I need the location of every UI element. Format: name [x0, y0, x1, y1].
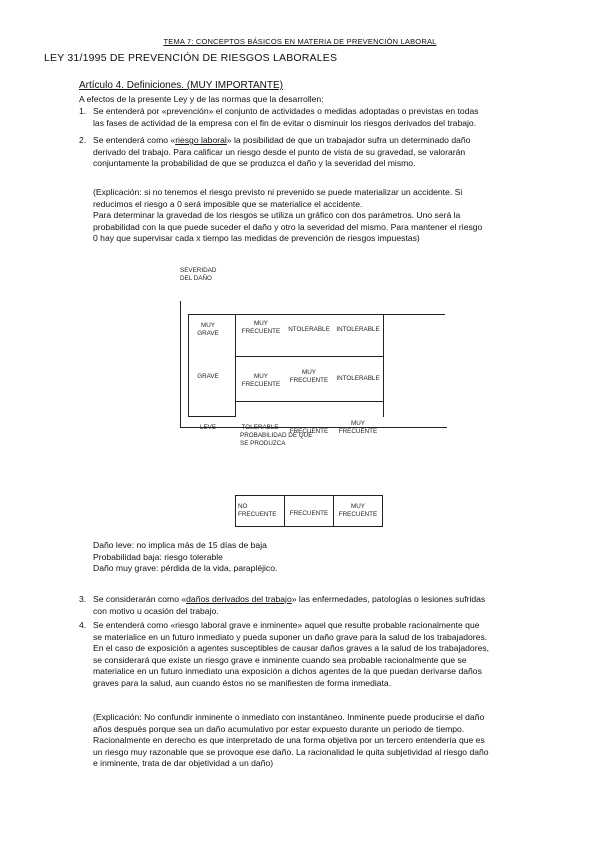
cell-r2c2: MUY FRECUENTE [289, 369, 329, 384]
item-2-line: conjuntamente la probabilidad de que se produzca el daño y la severidad del mismo. [93, 158, 416, 169]
x-axis-label: PROBABILIDAD DE QUE SE PRODUZCA [240, 432, 313, 447]
explanation-line: 0 hay que supervisar cada x tiempo las medidas de prevención de riesgos impuestas) [93, 233, 420, 244]
explanation-2 [93, 712, 489, 770]
explanation-line: Para determinar la gravedad de los riesgos se utiliza un gráfico con dos parámetros. Uno será la [93, 210, 461, 221]
explanation-line: (Explicación: No confundir inminente o inmediato con instantáneo. Inminente puede producirse el daño [93, 712, 485, 722]
item-4-line: se considerará que existe un riesgo grave e inminente cuando sea probable racionalmente que se [93, 654, 467, 665]
item-2-number: 2. [79, 135, 87, 145]
item-2-line: derivado del trabajo. Para calificar un riesgo desde el punto de vista de su gravedad, se valorarán [93, 146, 466, 157]
notes [93, 540, 277, 575]
cell-r2c1: MUY FRECUENTE [241, 373, 281, 388]
article-heading: Artículo 4. Definiciones. (MUY IMPORTANTE) [79, 80, 283, 91]
term-danos-derivados: daños derivados del trabajo [186, 594, 292, 604]
grid-line [235, 314, 445, 315]
item-4-line: graves para la salud, aun cuando éstos no se manifiesten de forma inmediata. [93, 677, 392, 688]
explanation-line: e inminente, trata de dar objetividad a un daño) [93, 758, 274, 769]
prob-box-line [235, 495, 236, 527]
explanation-line: años después porque sea un daño acumulativo por estar expuesto durante un periodo de tiempo. [93, 723, 465, 734]
explanation-1 [93, 187, 482, 245]
item-1-line: las fases de actividad de la empresa con el fin de evitar o disminuir los riesgos derivados del trabajo. [93, 117, 477, 128]
severity-box-line [188, 416, 236, 417]
cell-r1c2: NTOLERABLE [288, 326, 330, 333]
item-4-line: Se entenderá como «riesgo laboral grave e inminente» aquel que resulte probable racionalmente que [93, 620, 480, 630]
term-riesgo-laboral: riesgo laboral [175, 135, 227, 145]
explanation-line: (Explicación: si no tenemos el riesgo previsto ni prevenido se puede materializar un accidente. Si [93, 187, 463, 197]
item-1-line: Se entenderá por «prevención» el conjunto de actividades o medidas adoptadas o previstas en todas [93, 106, 479, 116]
document-title: TEMA 7: CONCEPTOS BÁSICOS EN MATERIA DE PREVENCIÓN LABORAL [163, 37, 437, 46]
item-3-number: 3. [79, 594, 87, 604]
cell-r2c3: INTOLERABLE [336, 375, 380, 382]
note-line: Daño muy grave: pérdida de la vida, parapléjico. [93, 563, 278, 574]
prob-no-frecuente: NO FRECUENTE [238, 503, 277, 518]
item-4-line: se materialice en un futuro inmediato y pueda suponer un daño grave para la salud de los trabajadores. [93, 631, 488, 642]
y-axis-label: SEVERIDAD DEL DAÑO [180, 267, 217, 282]
grid-line [235, 401, 383, 402]
explanation-line: Racionalmente en derecho es que interpretado de una forma objetiva por un tercero entendería que es [93, 735, 485, 746]
note-line: Daño leve: no implica más de 15 días de baja [93, 540, 267, 550]
prob-frecuente: FRECUENTE [289, 510, 329, 517]
prob-muy-frecuente: MUY FRECUENTE [338, 503, 378, 518]
explanation-line: probabilidad con la que puede suceder el daño y otro la severidad del mismo. Para mantener el riesgo [93, 221, 483, 232]
grid-line [235, 356, 383, 357]
prob-box-line [235, 526, 383, 527]
item-1-text [93, 106, 479, 129]
cell-r1c3: INTOLERABLE [336, 326, 380, 333]
explanation-line: reducimos el riesgo a 0 será imposible que se materialice el accidente. [93, 198, 363, 209]
item-4-text [93, 620, 489, 690]
item-4-line: En el caso de exposición a agentes susceptibles de causar daños graves a la salud de los trabajadores, [93, 643, 490, 654]
item-3-text [93, 594, 485, 617]
cell-r3c3: MUY FRECUENTE [338, 420, 378, 435]
severity-leve: LEVE [199, 424, 217, 431]
item-4-number: 4. [79, 620, 87, 630]
severity-muy-grave: MUY GRAVE [197, 322, 219, 337]
grid-line [383, 314, 384, 417]
note-line: Probabilidad baja: riesgo tolerable [93, 551, 223, 562]
y-axis-line [180, 301, 181, 428]
law-heading: LEY 31/1995 DE PREVENCIÓN DE RIESGOS LABORALES [44, 52, 338, 64]
item-2-line: Se entenderá como «riesgo laboral» la posibilidad de que un trabajador sufra un determinado daño [93, 135, 471, 145]
severity-box-line [188, 314, 236, 315]
prob-box-line [382, 495, 383, 527]
severity-grave: GRAVE [197, 373, 219, 380]
item-3-line: Se considerarán como «daños derivados del trabajo» las enfermedades, patologías o lesiones sufridas [93, 594, 486, 604]
item-4-line: materialice en un futuro inmediato una exposición a dichos agentes de la que puedan derivarse daños [93, 666, 482, 677]
cell-r3c1: TOLERABLE [241, 424, 279, 431]
cell-r1c1: MUY FRECUENTE [241, 320, 281, 335]
item-1-number: 1. [79, 106, 87, 116]
cell-r3c2: FRECUENTE [289, 428, 329, 435]
item-2-text [93, 135, 470, 170]
severity-box-line [188, 314, 189, 417]
item-3-line: con motivo u ocasión del trabajo. [93, 605, 219, 616]
article-intro: A efectos de la presente Ley y de las normas que la desarrollen: [79, 94, 324, 104]
prob-box-line [235, 495, 383, 496]
explanation-line: un riesgo muy razonable que se provoque ese daño. La racionalidad le quita subjetividad al riesgo daño [93, 746, 489, 757]
